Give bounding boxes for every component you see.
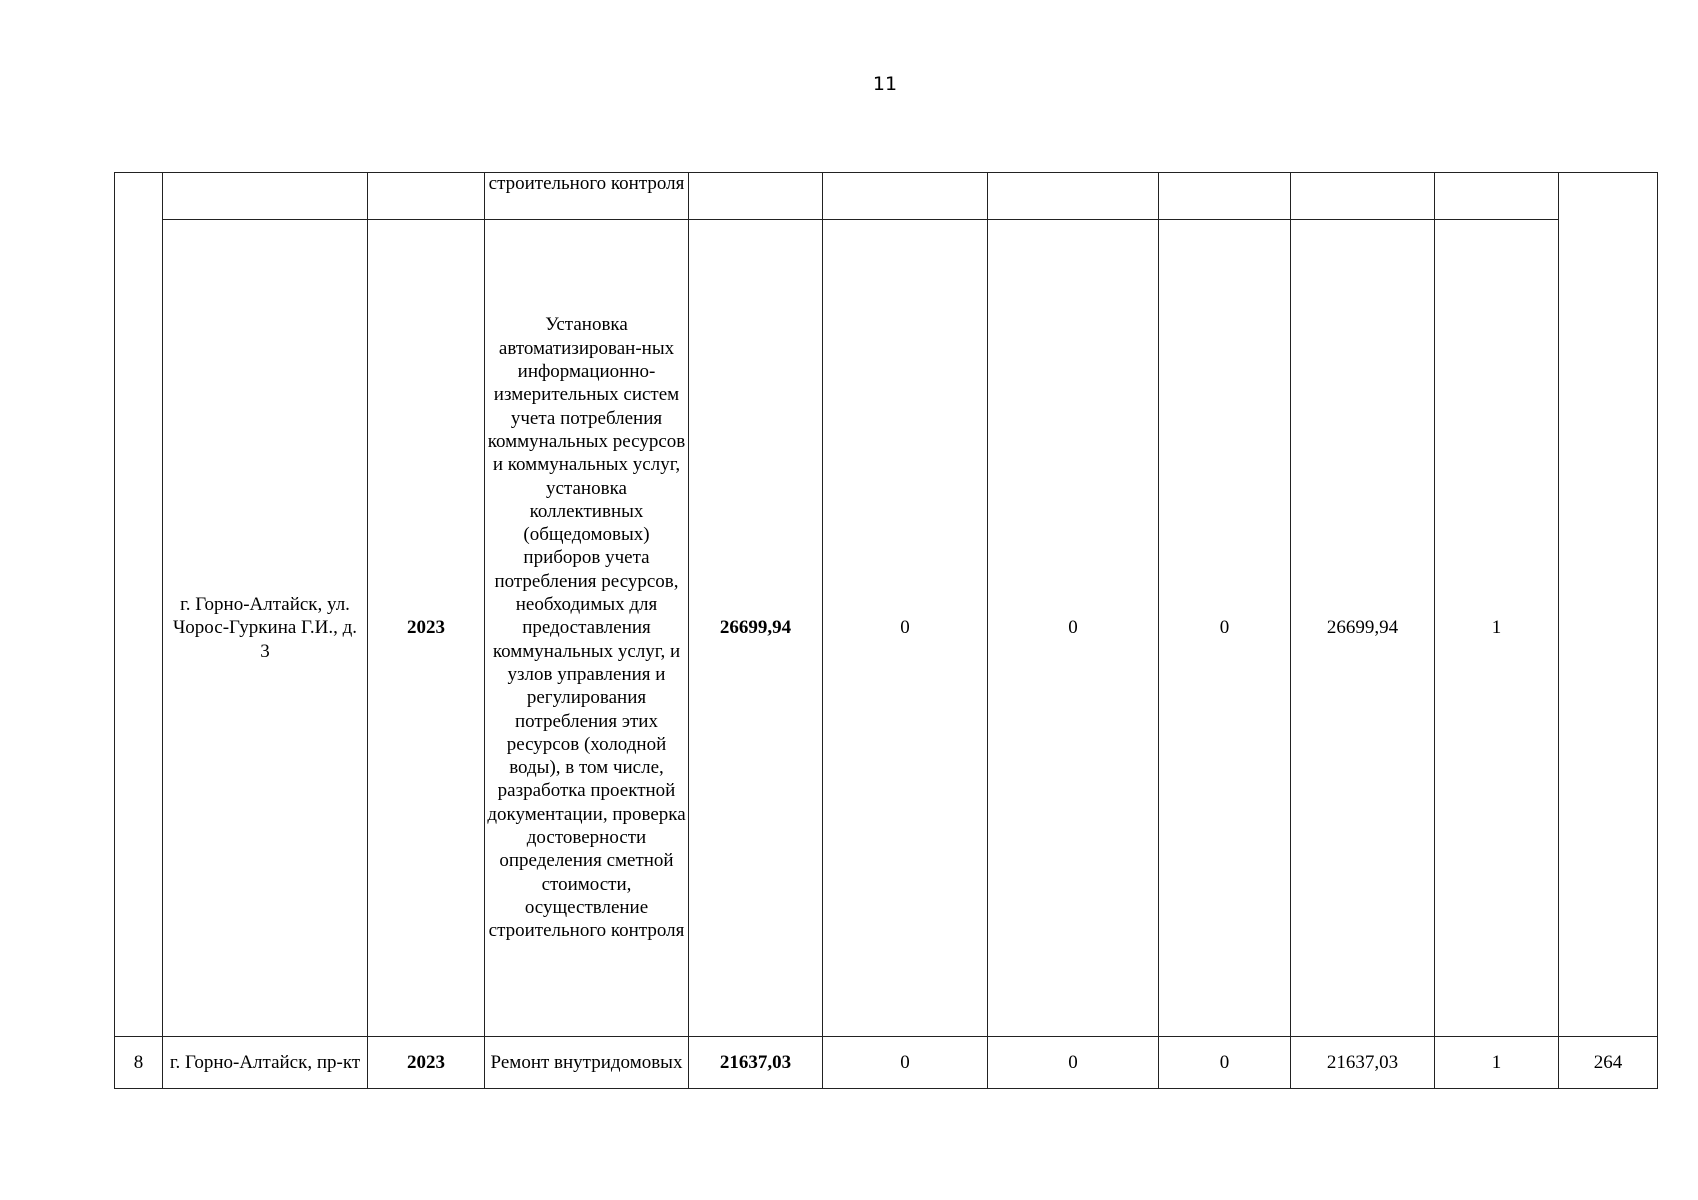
total-cost-cell <box>689 173 823 220</box>
address-cell <box>163 173 368 220</box>
year-cell <box>368 173 485 220</box>
count-cell: 1 <box>1435 1037 1559 1089</box>
row-number-cell: 8 <box>115 1037 163 1089</box>
cost-cell: 0 <box>988 1037 1159 1089</box>
description-cell: Ремонт внутридомовых <box>485 1037 689 1089</box>
table-row <box>115 173 1658 220</box>
cost-cell <box>823 173 988 220</box>
cost-cell: 0 <box>988 220 1159 1037</box>
year-cell: 2023 <box>368 220 485 1037</box>
year-cell: 2023 <box>368 1037 485 1089</box>
cost-cell: 0 <box>1159 220 1291 1037</box>
page-number: 11 <box>872 73 898 95</box>
cost-cell: 0 <box>823 1037 988 1089</box>
table-row <box>115 220 1658 1037</box>
cost-cell: 0 <box>823 220 988 1037</box>
cost-cell <box>1291 173 1435 220</box>
cost-cell: 26699,94 <box>1291 220 1435 1037</box>
works-table <box>114 172 1658 1089</box>
total-cost-cell: 26699,94 <box>689 220 823 1037</box>
cost-cell <box>1159 173 1291 220</box>
cost-cell: 21637,03 <box>1291 1037 1435 1089</box>
total-cost-cell: 21637,03 <box>689 1037 823 1089</box>
description-cell: Установка автоматизирован-ных информационно-измерительных систем учета потребления коммунальных ресурсов и коммунальных услуг, установка коллективных (общедомовых) приборов учета потребления ресурсов, необходимых для предоставления коммунальных услуг, и узлов управления и регулирования потребления этих ресурсов (холодной воды), в том числе, разработка проектной документации, проверка достоверности определения сметной стоимости, осуществление строительного контроля <box>485 220 689 1037</box>
last-column-cell <box>1559 173 1658 1037</box>
count-cell <box>1435 173 1559 220</box>
description-cell: строительного контроля <box>485 173 689 220</box>
row-number-cell <box>115 173 163 1037</box>
count-cell: 1 <box>1435 220 1559 1037</box>
cost-cell: 0 <box>1159 1037 1291 1089</box>
address-cell: г. Горно-Алтайск, пр-кт <box>163 1037 368 1089</box>
table-row <box>115 1037 1658 1089</box>
address-cell: г. Горно-Алтайск, ул. Чорос-Гуркина Г.И., д. 3 <box>163 220 368 1037</box>
cost-cell <box>988 173 1159 220</box>
last-column-cell: 264 <box>1559 1037 1658 1089</box>
